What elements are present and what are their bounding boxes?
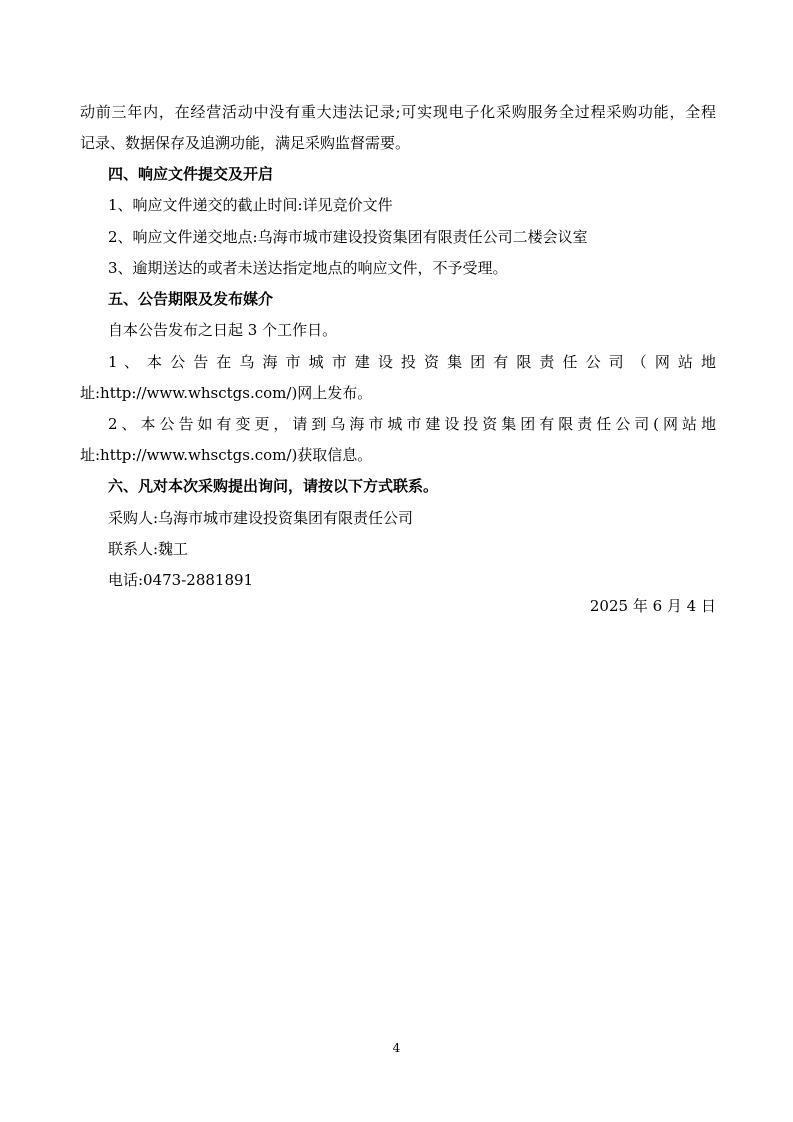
paragraph-line-2: 记录、数据保存及追溯功能，满足采购监督需要。 [80,134,411,152]
item-4-1: 1、响应文件递交的截止时间:详见竞价文件 [108,196,393,214]
item-5-0: 自本公告发布之日起 3 个工作日。 [108,321,338,339]
paragraph-line-1: 动前三年内，在经营活动中没有重大违法记录;可实现电子化采购服务全过程采购功能，全程 [80,103,716,121]
item-5-2-line-b: 址:http://www.whsctgs.com/)获取信息。 [80,446,373,464]
item-5-1-line-b: 址:http://www.whsctgs.com/)网上发布。 [80,384,373,402]
page-number: 4 [392,1041,401,1055]
item-5-1-line-a: 1 、 本 公 告 在 乌 海 市 城 市 建 设 投 资 集 团 有 限 责 任 公 司 （ 网 站 地 [108,353,716,371]
item-4-2: 2、响应文件递交地点:乌海市城市建设投资集团有限责任公司二楼会议室 [108,228,588,246]
contact-purchaser: 采购人:乌海市城市建设投资集团有限责任公司 [108,509,414,527]
contact-person: 联系人:魏工 [108,540,189,558]
section-heading-4: 四、响应文件提交及开启 [108,165,274,183]
section-heading-6: 六、凡对本次采购提出询问，请按以下方式联系。 [108,477,439,495]
item-4-3: 3、逾期送达的或者未送达指定地点的响应文件，不予受理。 [108,259,508,277]
contact-phone: 电话:0473-2881891 [108,571,254,589]
item-5-2-line-a: 2、本公告如有变更，请到乌海市城市建设投资集团有限责任公司(网站地 [108,415,716,433]
document-date: 2025 年 6 月 4 日 [589,597,716,615]
section-heading-5: 五、公告期限及发布媒介 [108,290,274,308]
